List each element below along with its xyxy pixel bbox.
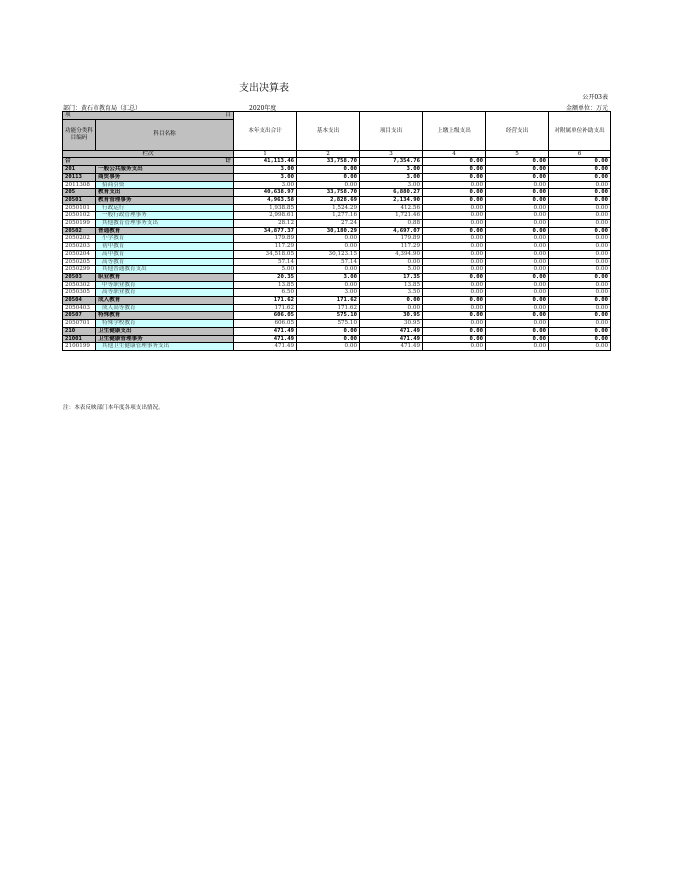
row-value: 1,938.85 — [234, 204, 297, 212]
row-value: 0.00 — [549, 327, 611, 335]
row-value: 0.00 — [549, 181, 611, 189]
row-value: 0.00 — [486, 297, 549, 305]
row-value: 28.12 — [234, 220, 297, 228]
table-row — [63, 243, 611, 251]
row-value: 0.00 — [486, 212, 549, 220]
row-value: 0.00 — [549, 266, 611, 274]
table-row — [63, 227, 611, 235]
row-value: 0.00 — [549, 212, 611, 220]
row-value: 0.88 — [360, 220, 423, 228]
row-code: 2050305 — [63, 289, 96, 297]
row-value: 0.00 — [423, 189, 486, 197]
row-value: 0.00 — [549, 281, 611, 289]
row-name: 其他卫生健康管理事务支出 — [96, 343, 234, 351]
row-value: 0.00 — [486, 266, 549, 274]
department-label: 部门：黄石市教育局（汇总） — [63, 105, 142, 112]
row-code: 2050302 — [63, 281, 96, 289]
row-code: 2050203 — [63, 243, 96, 251]
row-value: 471.49 — [360, 335, 423, 343]
row-value: 0.00 — [486, 343, 549, 351]
row-name: 特殊教育 — [96, 312, 234, 320]
footnote: 注：本表反映部门本年度各项支出情况。 — [63, 405, 164, 411]
row-value: 57.14 — [297, 258, 360, 266]
col-num-6: 6 — [549, 150, 611, 158]
total-value: 0.00 — [423, 158, 486, 166]
form-number: 公开03表 — [582, 94, 608, 101]
row-value: 3.00 — [297, 289, 360, 297]
row-code: 2100199 — [63, 343, 96, 351]
row-code: 201 — [63, 166, 96, 174]
row-code: 2050205 — [63, 258, 96, 266]
row-name: 招商引资 — [96, 181, 234, 189]
row-value: 0.00 — [486, 189, 549, 197]
table-row — [63, 235, 611, 243]
row-value: 13.85 — [360, 281, 423, 289]
row-value: 0.00 — [297, 181, 360, 189]
row-value: 4,394.90 — [360, 250, 423, 258]
total-row — [63, 158, 611, 166]
row-value: 6,880.27 — [360, 189, 423, 197]
row-value: 2,998.61 — [234, 212, 297, 220]
row-value: 0.00 — [486, 304, 549, 312]
row-value: 0.00 — [549, 312, 611, 320]
row-value: 0.00 — [423, 335, 486, 343]
row-value: 0.00 — [486, 327, 549, 335]
table-row — [63, 258, 611, 266]
col-header-3: 项目支出 — [360, 112, 423, 151]
row-value: 0.00 — [423, 166, 486, 174]
row-value: 30.95 — [360, 320, 423, 328]
expenditure-table — [62, 111, 611, 351]
row-value: 0.00 — [486, 166, 549, 174]
row-value: 0.00 — [423, 212, 486, 220]
table-row — [63, 181, 611, 189]
table-row — [63, 297, 611, 305]
row-code: 20503 — [63, 273, 96, 281]
row-value: 0.00 — [423, 312, 486, 320]
row-value: 471.49 — [360, 343, 423, 351]
table-row — [63, 250, 611, 258]
row-value: 0.00 — [486, 204, 549, 212]
table-row — [63, 196, 611, 204]
row-value: 0.00 — [549, 273, 611, 281]
lanci-row — [63, 150, 611, 158]
row-value: 3.00 — [360, 166, 423, 174]
total-value: 33,758.70 — [297, 158, 360, 166]
lanci-label: 栏次 — [63, 150, 234, 158]
row-value: 6.50 — [234, 289, 297, 297]
row-value: 0.00 — [297, 335, 360, 343]
row-value: 3.00 — [234, 181, 297, 189]
row-value: 0.00 — [486, 227, 549, 235]
row-value: 0.00 — [486, 312, 549, 320]
table-row — [63, 343, 611, 351]
row-value: 0.00 — [549, 343, 611, 351]
row-value: 30,180.29 — [297, 227, 360, 235]
row-value: 3.00 — [234, 166, 297, 174]
col-header-6: 对附属单位补助支出 — [549, 112, 611, 151]
header-xiang-mu — [63, 112, 234, 120]
row-name: 其他普通教育支出 — [96, 266, 234, 274]
row-value: 0.00 — [423, 235, 486, 243]
row-value: 0.00 — [549, 189, 611, 197]
row-value: 0.00 — [297, 166, 360, 174]
row-value: 20.35 — [234, 273, 297, 281]
row-value: 30.95 — [360, 312, 423, 320]
row-value: 33,758.70 — [297, 189, 360, 197]
row-value: 0.00 — [486, 220, 549, 228]
row-value: 471.49 — [234, 343, 297, 351]
row-value: 17.35 — [360, 273, 423, 281]
row-value: 3.00 — [360, 173, 423, 181]
row-value: 0.00 — [549, 289, 611, 297]
row-name: 高等教育 — [96, 258, 234, 266]
row-value: 0.00 — [297, 327, 360, 335]
table-row — [63, 289, 611, 297]
row-name: 职业教育 — [96, 273, 234, 281]
row-value: 0.00 — [423, 273, 486, 281]
row-value: 0.00 — [549, 243, 611, 251]
row-value: 0.00 — [486, 181, 549, 189]
row-name: 中等职业教育 — [96, 281, 234, 289]
row-value: 3.00 — [360, 181, 423, 189]
row-value: 179.89 — [234, 235, 297, 243]
row-name: 特殊学校教育 — [96, 320, 234, 328]
row-name: 小学教育 — [96, 235, 234, 243]
row-value: 0.00 — [549, 304, 611, 312]
total-label — [63, 158, 234, 166]
row-code: 20501 — [63, 196, 96, 204]
row-value: 0.00 — [423, 320, 486, 328]
row-code: 2011308 — [63, 181, 96, 189]
row-value: 0.00 — [297, 243, 360, 251]
col-header-4: 上缴上级支出 — [423, 112, 486, 151]
row-value: 34,877.37 — [234, 227, 297, 235]
row-value: 0.00 — [423, 196, 486, 204]
row-code: 2050199 — [63, 220, 96, 228]
row-value: 0.00 — [549, 227, 611, 235]
row-value: 171.62 — [234, 297, 297, 305]
row-value: 27.24 — [297, 220, 360, 228]
row-name: 教育管理事务 — [96, 196, 234, 204]
row-value: 1,524.29 — [297, 204, 360, 212]
row-name: 普通教育 — [96, 227, 234, 235]
row-value: 575.10 — [297, 312, 360, 320]
row-value: 2,828.69 — [297, 196, 360, 204]
row-value: 4,697.07 — [360, 227, 423, 235]
col-num-3: 3 — [360, 150, 423, 158]
row-value: 0.00 — [423, 250, 486, 258]
row-value: 0.00 — [423, 281, 486, 289]
row-value: 0.00 — [423, 304, 486, 312]
row-name: 一般公共服务支出 — [96, 166, 234, 174]
row-value: 0.00 — [549, 220, 611, 228]
year-label: 2020年度 — [249, 105, 277, 112]
total-value: 0.00 — [549, 158, 611, 166]
table-row — [63, 220, 611, 228]
code-header: 功能分类科目编码 — [63, 119, 96, 150]
row-value: 0.00 — [486, 289, 549, 297]
row-value: 1,721.46 — [360, 212, 423, 220]
col-num-1: 1 — [234, 150, 297, 158]
row-value: 0.00 — [423, 258, 486, 266]
row-value: 0.00 — [549, 204, 611, 212]
row-value: 3.50 — [360, 289, 423, 297]
row-code: 2050101 — [63, 204, 96, 212]
table-row — [63, 312, 611, 320]
table-row — [63, 266, 611, 274]
row-value: 0.00 — [297, 281, 360, 289]
row-code: 210 — [63, 327, 96, 335]
row-value: 117.29 — [234, 243, 297, 251]
total-he: 合 — [65, 158, 71, 165]
row-name: 初中教育 — [96, 243, 234, 251]
table-row — [63, 304, 611, 312]
row-name: 卫生健康支出 — [96, 327, 234, 335]
row-value: 171.62 — [297, 297, 360, 305]
name-header: 科目名称 — [96, 119, 234, 150]
row-name: 成人高等教育 — [96, 304, 234, 312]
row-code: 2050202 — [63, 235, 96, 243]
row-value: 0.00 — [486, 335, 549, 343]
row-value: 0.00 — [423, 204, 486, 212]
row-value: 0.00 — [549, 235, 611, 243]
row-value: 0.00 — [549, 196, 611, 204]
row-value: 0.00 — [486, 250, 549, 258]
row-name: 成人教育 — [96, 297, 234, 305]
row-name: 一般行政管理事务 — [96, 212, 234, 220]
row-value: 0.00 — [486, 281, 549, 289]
table-row — [63, 212, 611, 220]
row-code: 2050204 — [63, 250, 96, 258]
table-row — [63, 335, 611, 343]
col-header-2: 基本支出 — [297, 112, 360, 151]
table-row — [63, 166, 611, 174]
row-value: 0.00 — [486, 258, 549, 266]
row-value: 57.14 — [234, 258, 297, 266]
total-value: 0.00 — [486, 158, 549, 166]
row-value: 0.00 — [360, 258, 423, 266]
row-name: 其他教育管理事务支出 — [96, 220, 234, 228]
row-value: 2,134.90 — [360, 196, 423, 204]
total-value: 7,354.76 — [360, 158, 423, 166]
row-name: 卫生健康管理事务 — [96, 335, 234, 343]
row-value: 4,963.58 — [234, 196, 297, 204]
row-value: 0.00 — [297, 235, 360, 243]
header-mu: 目 — [225, 112, 232, 118]
row-value: 0.00 — [423, 181, 486, 189]
row-value: 0.00 — [486, 173, 549, 181]
row-code: 2050102 — [63, 212, 96, 220]
table-row — [63, 273, 611, 281]
row-value: 171.62 — [234, 304, 297, 312]
row-code: 2050403 — [63, 304, 96, 312]
table-row — [63, 189, 611, 197]
row-value: 0.00 — [486, 243, 549, 251]
row-value: 179.89 — [360, 235, 423, 243]
table-row — [63, 204, 611, 212]
table-row — [63, 327, 611, 335]
row-value: 0.00 — [297, 173, 360, 181]
row-value: 0.00 — [486, 196, 549, 204]
col-header-5: 经营支出 — [486, 112, 549, 151]
row-name: 教育支出 — [96, 189, 234, 197]
header-xiang: 项 — [65, 112, 71, 118]
row-value: 0.00 — [360, 304, 423, 312]
table-row — [63, 320, 611, 328]
row-value: 412.56 — [360, 204, 423, 212]
row-value: 0.00 — [549, 166, 611, 174]
row-value: 0.00 — [423, 327, 486, 335]
row-value: 0.00 — [423, 343, 486, 351]
table-row — [63, 173, 611, 181]
row-value: 40,638.97 — [234, 189, 297, 197]
row-code: 205 — [63, 189, 96, 197]
row-value: 0.00 — [423, 289, 486, 297]
row-value: 0.00 — [486, 320, 549, 328]
col-num-5: 5 — [486, 150, 549, 158]
row-code: 20502 — [63, 227, 96, 235]
row-value: 0.00 — [423, 243, 486, 251]
row-value: 171.62 — [297, 304, 360, 312]
row-value: 30,123.15 — [297, 250, 360, 258]
row-value: 0.00 — [297, 343, 360, 351]
row-name: 行政运行 — [96, 204, 234, 212]
row-value: 0.00 — [549, 297, 611, 305]
row-code: 20507 — [63, 312, 96, 320]
row-value: 0.00 — [423, 266, 486, 274]
row-value: 0.00 — [549, 335, 611, 343]
row-value: 606.05 — [234, 312, 297, 320]
row-value: 0.00 — [549, 258, 611, 266]
row-code: 20504 — [63, 297, 96, 305]
row-value: 606.05 — [234, 320, 297, 328]
row-value: 575.10 — [297, 320, 360, 328]
row-code: 2050299 — [63, 266, 96, 274]
row-value: 3.00 — [234, 173, 297, 181]
row-name: 高中教育 — [96, 250, 234, 258]
row-value: 471.49 — [360, 327, 423, 335]
table-row — [63, 281, 611, 289]
total-value: 41,113.46 — [234, 158, 297, 166]
row-name: 高等职业教育 — [96, 289, 234, 297]
row-value: 0.00 — [297, 266, 360, 274]
row-value: 5.00 — [360, 266, 423, 274]
row-value: 0.00 — [423, 227, 486, 235]
row-code: 2050701 — [63, 320, 96, 328]
row-code: 21001 — [63, 335, 96, 343]
row-value: 0.00 — [549, 173, 611, 181]
row-value: 117.29 — [360, 243, 423, 251]
unit-label: 金额单位：万元 — [565, 105, 608, 112]
header-row-top — [63, 112, 611, 120]
row-value: 0.00 — [423, 173, 486, 181]
row-value: 0.00 — [423, 297, 486, 305]
row-value: 34,518.05 — [234, 250, 297, 258]
col-header-1: 本年支出合计 — [234, 112, 297, 151]
row-value: 3.00 — [297, 273, 360, 281]
col-num-4: 4 — [423, 150, 486, 158]
row-value: 471.49 — [234, 327, 297, 335]
col-num-2: 2 — [297, 150, 360, 158]
row-value: 13.85 — [234, 281, 297, 289]
row-value: 0.00 — [549, 320, 611, 328]
row-code: 20113 — [63, 173, 96, 181]
report-title: 支出决算表 — [239, 83, 289, 94]
total-ji: 计 — [225, 158, 232, 165]
row-value: 0.00 — [360, 297, 423, 305]
row-value: 1,277.16 — [297, 212, 360, 220]
row-value: 0.00 — [486, 273, 549, 281]
row-value: 471.49 — [234, 335, 297, 343]
row-value: 0.00 — [486, 235, 549, 243]
row-value: 0.00 — [549, 250, 611, 258]
row-value: 0.00 — [423, 220, 486, 228]
row-name: 商贸事务 — [96, 173, 234, 181]
row-value: 5.00 — [234, 266, 297, 274]
